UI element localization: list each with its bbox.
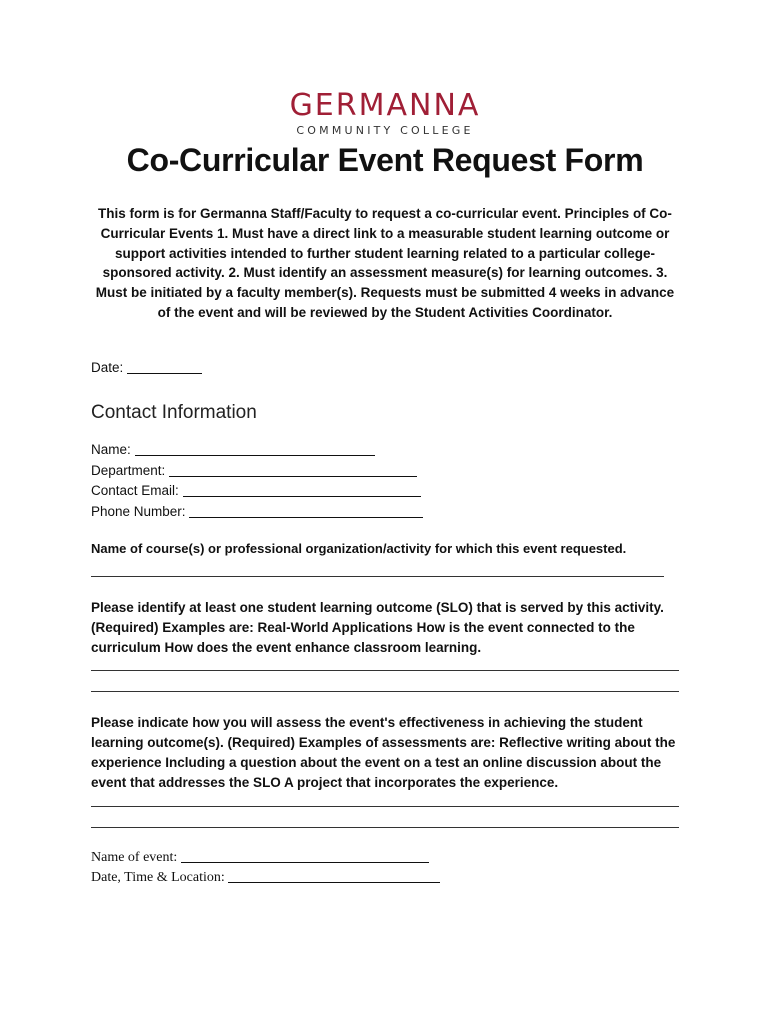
department-blank[interactable] — [169, 462, 417, 477]
form-title: Co-Curricular Event Request Form — [126, 142, 644, 178]
date-label: Date: — [91, 360, 124, 375]
intro-paragraph: This form is for Germanna Staff/Faculty to request a co-curricular event. Principles of Co-Curricular Events 1. Must have a direct link to a measurable student learning outcome or support activities intended to further student learning related to a particular college-sponsored activity. 2. Must identify an assessment measure(s) for learning outcomes. 3. Must be initiated by a faculty member(s). Requests must be submitted 4 weeks in advance of the event and will be reviewed by the Student Activities Coordinator. — [95, 206, 675, 320]
slo-answer-line[interactable] — [91, 691, 679, 692]
event-name-blank[interactable] — [181, 848, 429, 863]
assessment-question: Please indicate how you will assess the event's effectiveness in achieving the student learning outcome(s). (Required) Examples of assessments are: Reflective writing about the experience Including a question about the event on a test an online discussion about the event that addresses the SLO A project that incorporates the experience. — [91, 715, 676, 790]
date-field[interactable] — [91, 359, 202, 375]
date-blank[interactable] — [127, 359, 202, 374]
email-label: Contact Email: — [91, 483, 179, 498]
event-datetime-blank[interactable] — [228, 868, 440, 883]
email-blank[interactable] — [183, 482, 421, 497]
phone-field[interactable] — [91, 502, 423, 523]
event-datetime-field[interactable] — [91, 868, 440, 888]
event-datetime-label: Date, Time & Location: — [91, 870, 225, 885]
name-field[interactable] — [91, 440, 423, 461]
assessment-answer-line[interactable] — [91, 827, 679, 828]
slo-answer-line[interactable] — [91, 670, 679, 671]
event-fields — [91, 848, 440, 888]
course-question: Name of course(s) or professional organization/activity for which this event requested. — [91, 541, 627, 556]
logo-subtitle: COMMUNITY COLLEGE — [296, 124, 474, 137]
logo-wordmark: GERMANNA — [289, 88, 481, 123]
event-name-field[interactable] — [91, 848, 440, 868]
slo-question: Please identify at least one student learning outcome (SLO) that is served by this activity. (Required) Examples are: Real-World Applications How is the event connected to the curriculum How does the event enhance classroom learning. — [91, 600, 664, 655]
department-field[interactable] — [91, 461, 423, 482]
name-blank[interactable] — [135, 441, 375, 456]
contact-fields — [91, 440, 423, 522]
email-field[interactable] — [91, 481, 423, 502]
assessment-answer-line[interactable] — [91, 806, 679, 807]
contact-heading: Contact Information — [91, 402, 257, 423]
phone-label: Phone Number: — [91, 503, 186, 519]
department-label: Department: — [91, 462, 166, 478]
event-name-label: Name of event: — [91, 850, 178, 865]
course-answer-line[interactable] — [91, 576, 664, 577]
phone-blank[interactable] — [189, 503, 423, 518]
name-label: Name: — [91, 442, 131, 457]
college-logo — [0, 90, 770, 137]
